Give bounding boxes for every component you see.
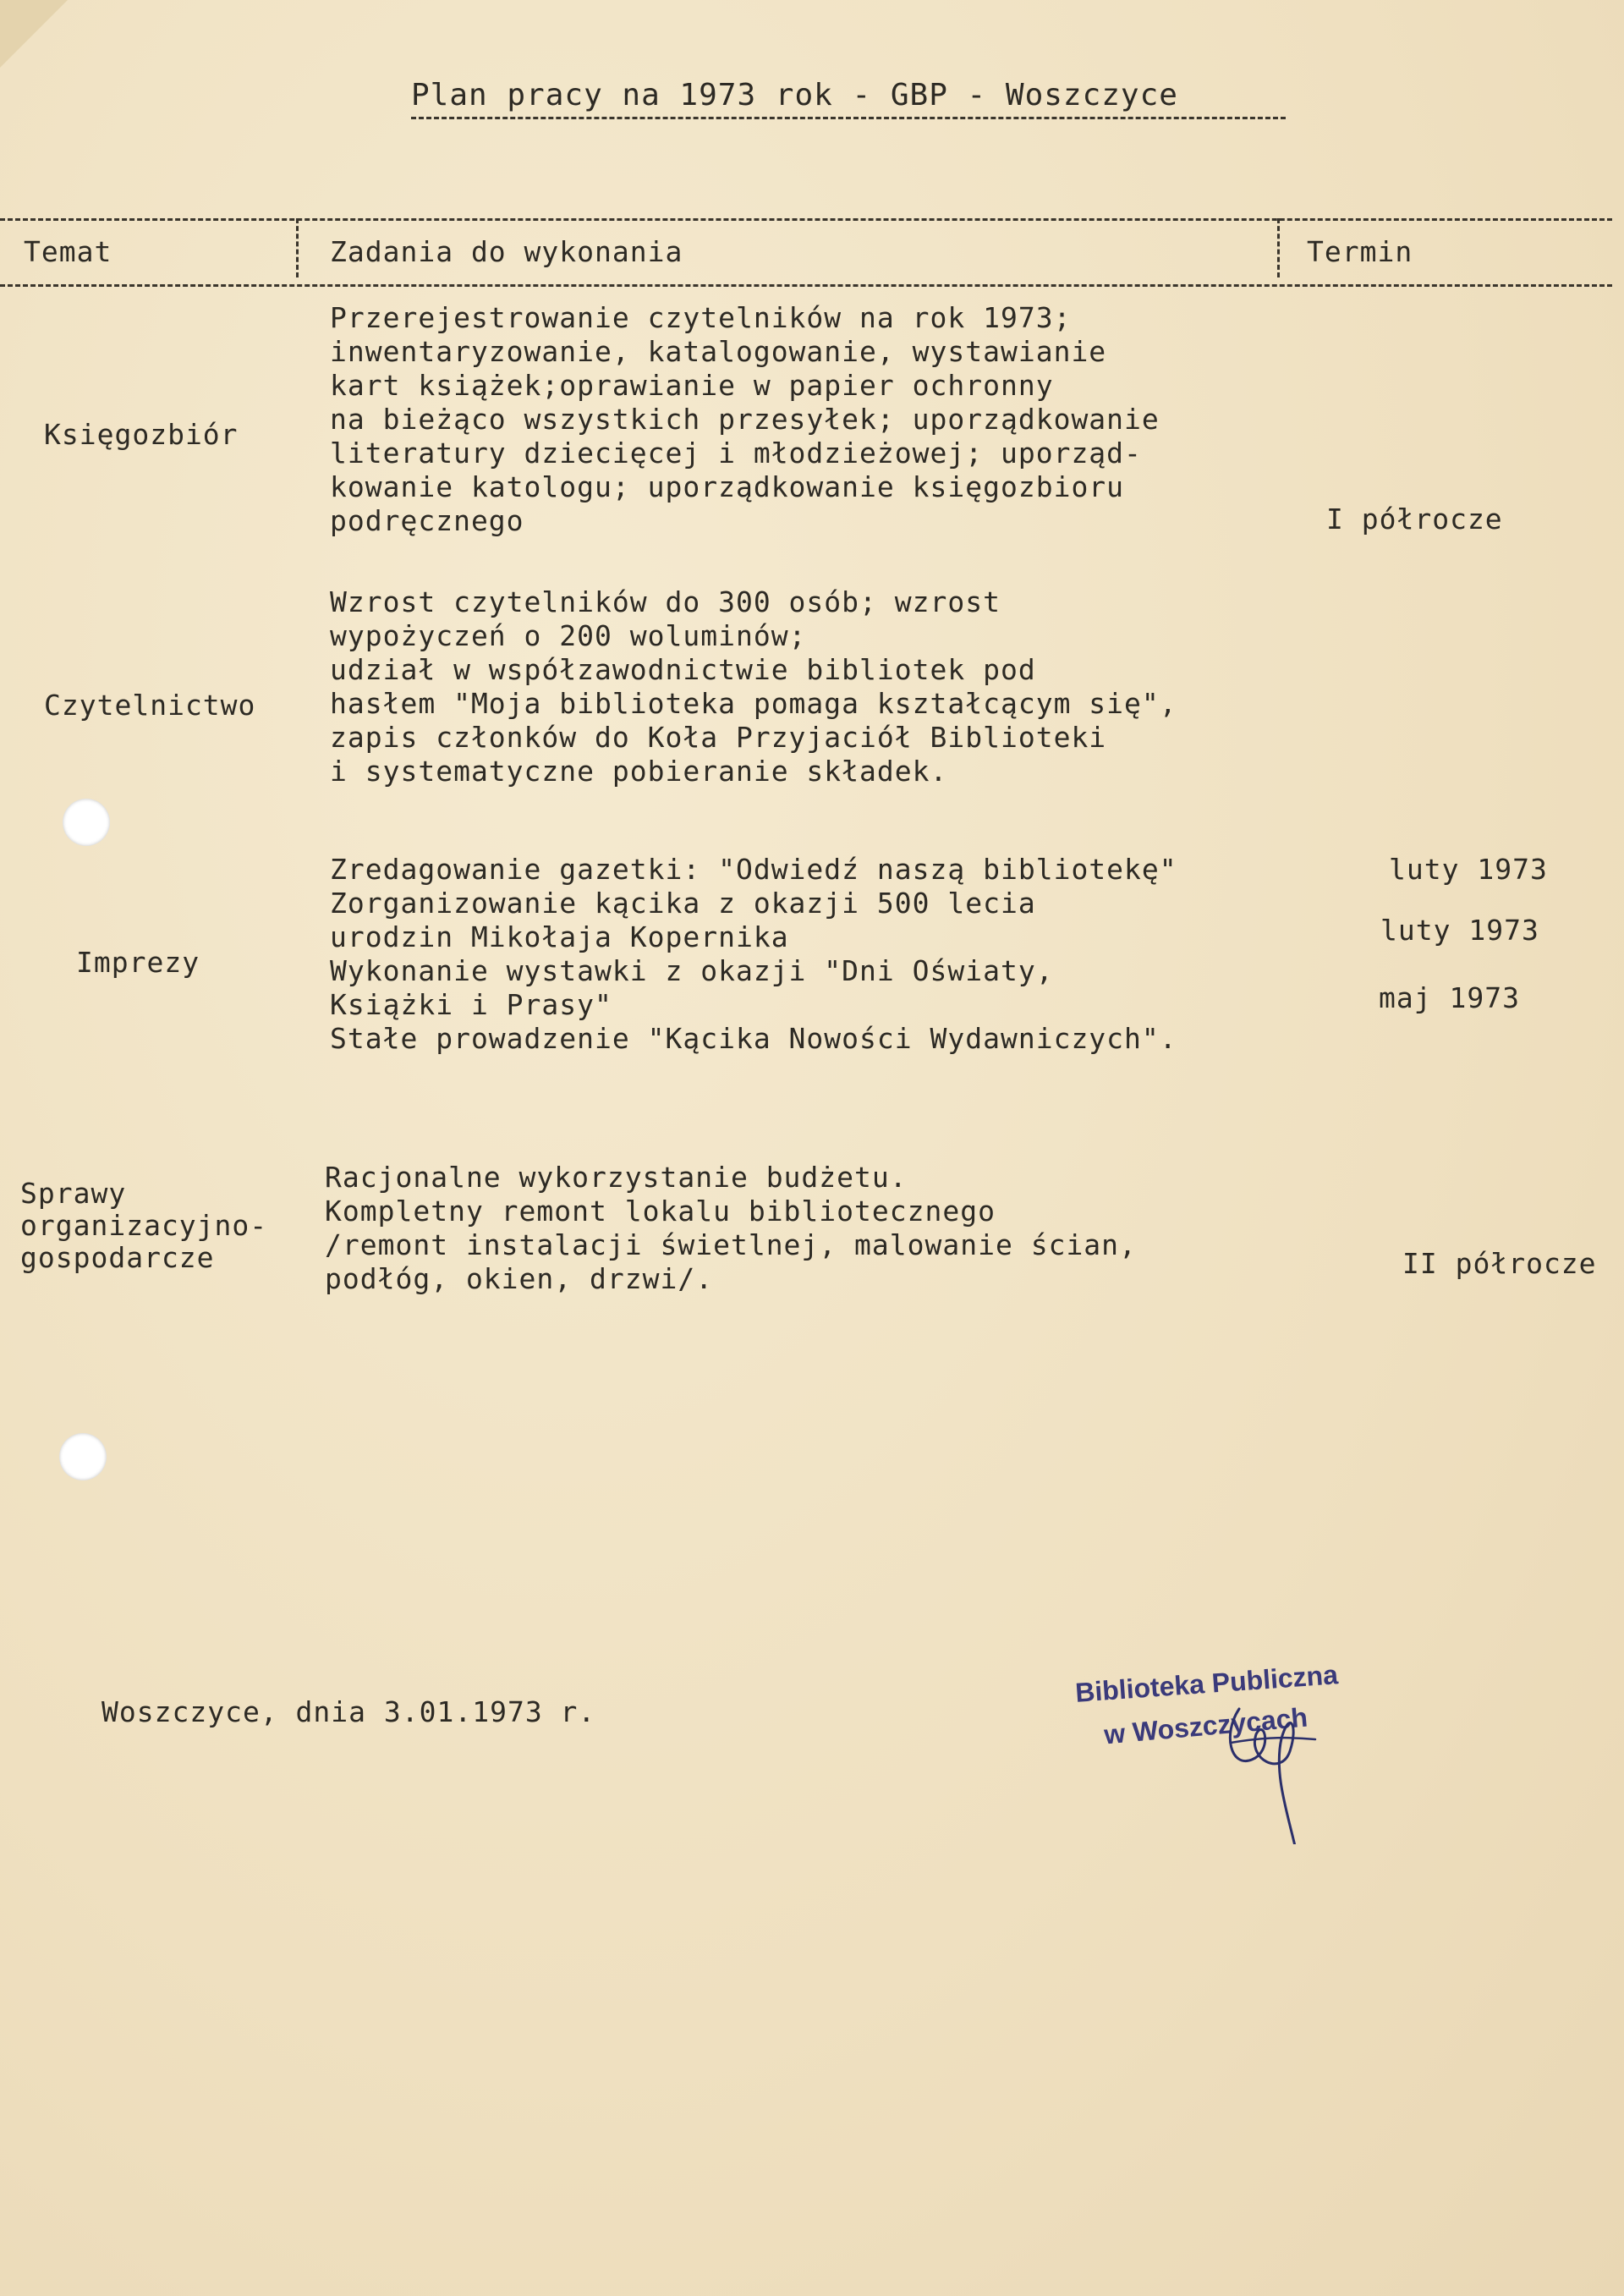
table-header-rule	[0, 284, 1612, 287]
header-termin: Termin	[1307, 235, 1413, 268]
place-date: Woszczyce, dnia 3.01.1973 r.	[102, 1695, 596, 1728]
row-zadania-ksiegozbior: Przerejestrowanie czytelników na rok 1973; inwentaryzowanie, katalogowanie, wystawianie kart książek;oprawianie w papier ochronny na bieżąco wszystkich przesyłek; uporządkowanie literatury dziecięcej i młodzieżowej; uporząd- kowanie katologu; uporządkowanie księgozbioru podręcznego	[330, 301, 1160, 537]
handwritten-signature	[1171, 1658, 1358, 1844]
punch-hole	[59, 1433, 107, 1480]
row-temat-ksiegozbior: Księgozbiór	[44, 418, 239, 451]
column-separator	[1277, 218, 1280, 277]
stamp-line-2: w Woszczycach	[1102, 1701, 1309, 1750]
row-termin-imprezy-1: luty 1973	[1389, 853, 1548, 886]
row-temat-imprezy: Imprezy	[76, 946, 200, 979]
column-separator	[296, 218, 299, 277]
title-underline	[411, 117, 1286, 119]
library-stamp	[1070, 1659, 1374, 1853]
row-termin-ksiegozbior: I półrocze	[1326, 503, 1503, 536]
row-termin-sprawy: II półrocze	[1402, 1247, 1597, 1280]
row-termin-imprezy-2: luty 1973	[1380, 914, 1539, 947]
page-title: Plan pracy na 1973 rok - GBP - Woszczyce	[411, 78, 1178, 113]
punch-hole	[63, 799, 110, 846]
folded-corner	[0, 0, 68, 68]
header-temat: Temat	[24, 235, 112, 268]
row-zadania-czytelnictwo: Wzrost czytelników do 300 osób; wzrost wypożyczeń o 200 woluminów; udział w współzawodnictwie bibliotek pod hasłem "Moja biblioteka pomaga kształcącym się", zapis członków do Koła Przyjaciół Biblioteki i systematyczne pobieranie składek.	[330, 585, 1177, 788]
row-termin-imprezy-3: maj 1973	[1379, 981, 1520, 1014]
stamp-line-1: Biblioteka Publiczna	[1074, 1659, 1340, 1708]
row-zadania-sprawy: Racjonalne wykorzystanie budżetu. Kompletny remont lokalu bibliotecznego /remont instalacji świetlnej, malowanie ścian, podłóg, okien, drzwi/.	[325, 1161, 1137, 1295]
row-temat-czytelnictwo: Czytelnictwo	[44, 689, 256, 722]
header-zadania: Zadania do wykonania	[330, 235, 683, 268]
table-top-rule	[0, 218, 1612, 221]
row-temat-sprawy: Sprawy organizacyjno- gospodarcze	[20, 1177, 268, 1274]
row-zadania-imprezy: Zredagowanie gazetki: "Odwiedź naszą bibliotekę" Zorganizowanie kącika z okazji 500 lecia urodzin Mikołaja Kopernika Wykonanie wystawki z okazji "Dni Oświaty, Książki i Prasy" Stałe prowadzenie "Kącika Nowości Wydawniczych".	[330, 853, 1177, 1055]
